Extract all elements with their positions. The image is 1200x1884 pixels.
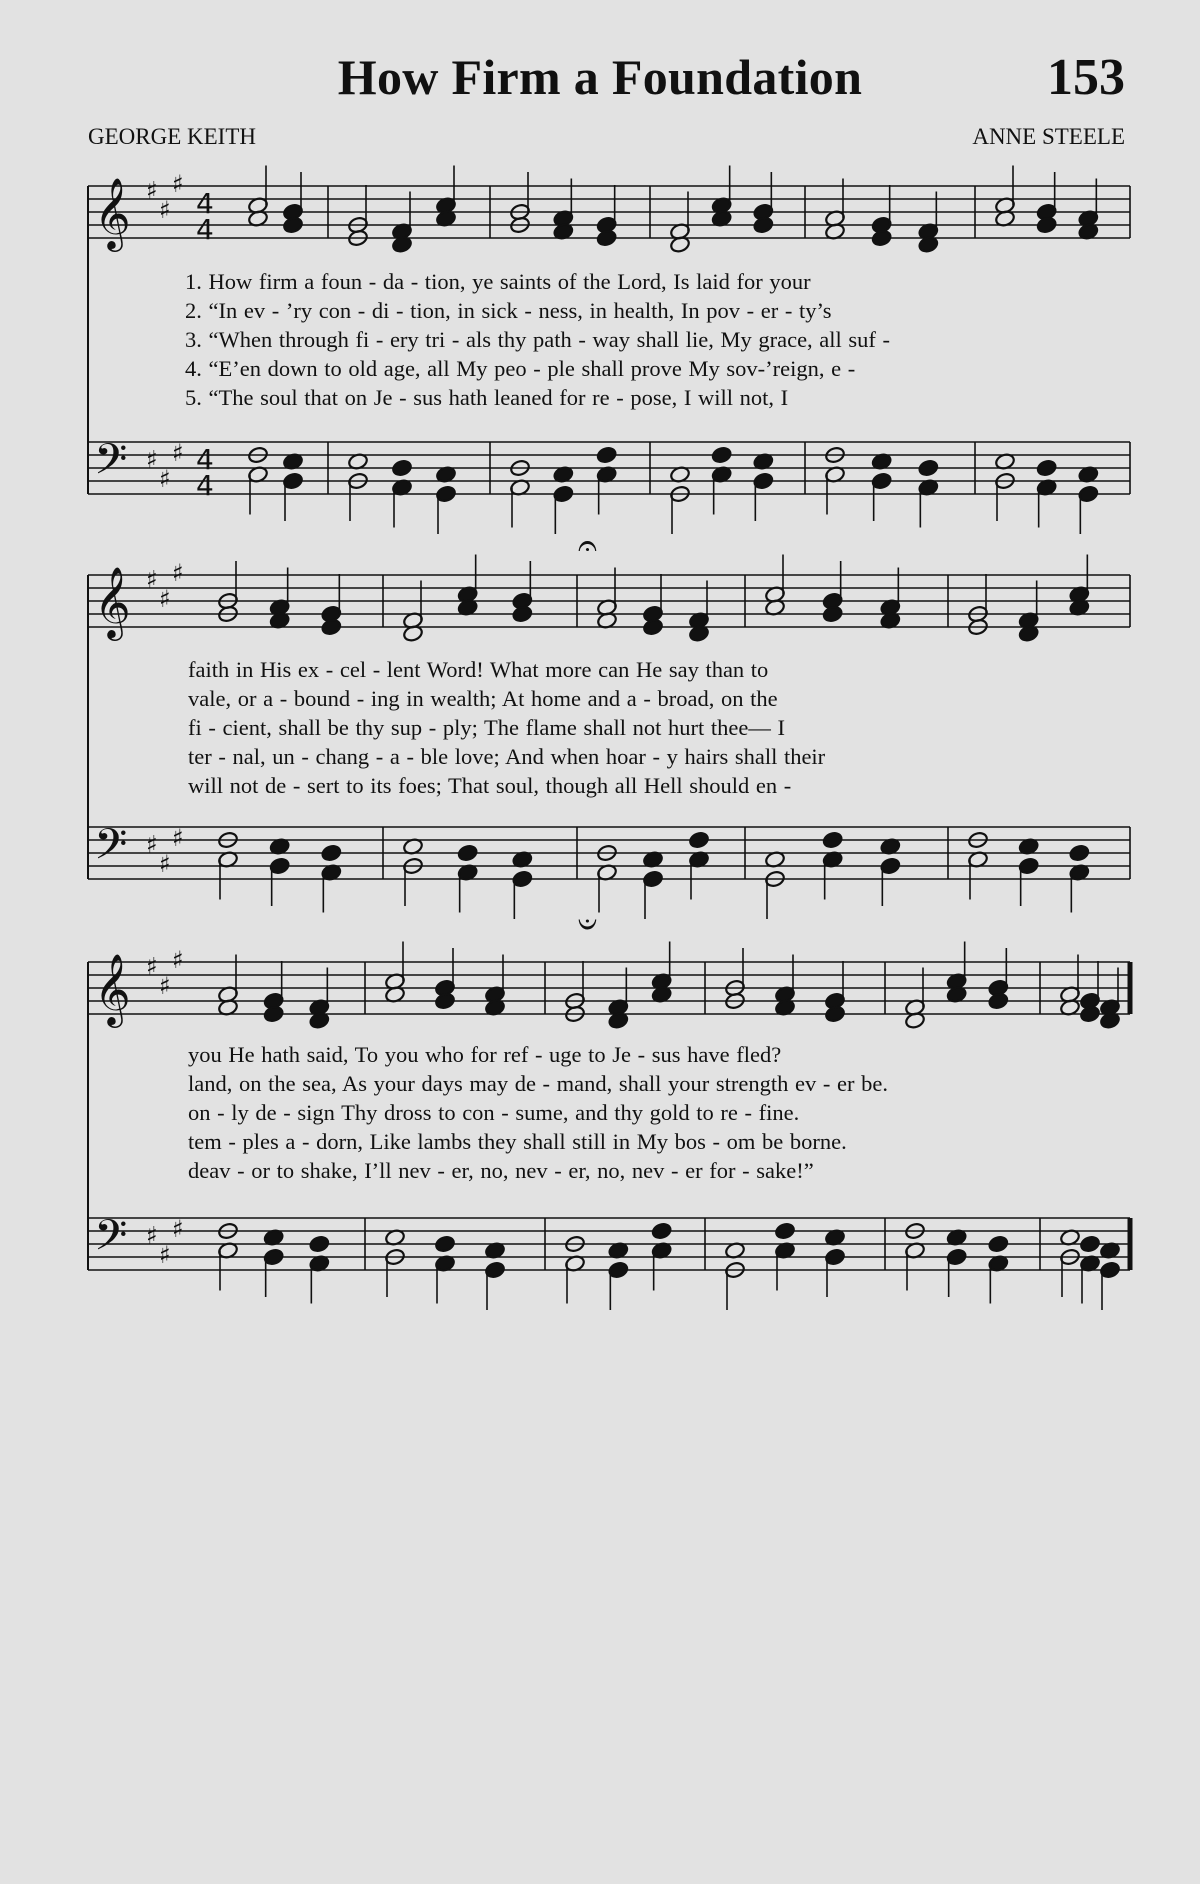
notehead: [651, 1222, 672, 1240]
time-signature-denominator: 4: [196, 469, 214, 502]
notehead: [391, 459, 412, 477]
notehead: [824, 1005, 845, 1023]
system-1-lyrics: [185, 267, 1125, 412]
sharp-icon: ♯: [172, 824, 184, 852]
notehead: [753, 216, 774, 234]
sharp-icon: ♯: [172, 559, 184, 587]
sharp-icon: ♯: [146, 1221, 158, 1250]
notehead: [321, 844, 342, 862]
notehead: [688, 831, 709, 849]
notehead: [1036, 216, 1057, 234]
notehead: [282, 216, 303, 234]
notehead: [263, 1005, 284, 1023]
lyric-verse-2: 2. “In ev - ’ry con - di - tion, in sick - ness, in health, In pov - er - ty’s: [185, 298, 832, 323]
sharp-icon: ♯: [159, 1241, 171, 1269]
lyric-verse-2: land, on the sea, As your days may de - mand, shall your strength ev - er be.: [188, 1071, 888, 1096]
notehead: [871, 229, 892, 247]
sharp-icon: ♯: [146, 830, 158, 859]
notehead: [457, 844, 478, 862]
notehead: [774, 1222, 795, 1240]
lyric-verse-1: you He hath said, To you who for ref - uge to Je - sus have fled?: [188, 1042, 782, 1067]
bass-clef-icon: 𝄢: [94, 820, 128, 880]
notehead: [434, 992, 455, 1010]
notehead: [988, 1235, 1009, 1253]
sharp-icon: ♯: [159, 972, 171, 1000]
system-3-lyrics: [188, 1040, 1128, 1185]
notehead: [711, 446, 732, 464]
composer-credit: GEORGE KEITH: [88, 124, 256, 149]
hymn-title: How Firm a Foundation: [337, 49, 863, 105]
lyric-verse-1: faith in His ex - cel - lent Word! What more can He say than to: [188, 657, 769, 682]
notehead: [1079, 1005, 1100, 1023]
lyric-verse-3: 3. “When through fi - ery tri - als thy path - way shall lie, My grace, all suf -: [185, 327, 891, 352]
lyric-verse-4: 4. “E’en down to old age, all My peo - ple shall prove My sov-’reign, e -: [185, 356, 856, 381]
notehead: [321, 618, 342, 636]
sharp-icon: ♯: [172, 439, 184, 467]
sharp-icon: ♯: [146, 176, 158, 205]
sharp-icon: ♯: [146, 565, 158, 594]
sharp-icon: ♯: [159, 196, 171, 224]
sharp-icon: ♯: [146, 445, 158, 474]
time-signature-numerator: 4: [196, 443, 214, 476]
sharp-icon: ♯: [172, 946, 184, 974]
lyric-verse-1: 1. How firm a foun - da - tion, ye saints of the Lord, Is laid for your: [185, 269, 811, 294]
notehead: [309, 1235, 330, 1253]
notehead: [988, 992, 1009, 1010]
fermata-icon: 𝄐: [578, 526, 597, 566]
notehead: [822, 605, 843, 623]
system-2-lyrics: [188, 655, 1128, 800]
sharp-icon: ♯: [159, 465, 171, 493]
time-signature-denominator: 4: [196, 213, 214, 246]
lyric-verse-3: on - ly de - sign Thy dross to con - sume, and thy gold to re - fine.: [188, 1100, 800, 1125]
treble-clef-icon: 𝄞: [94, 176, 131, 249]
lyric-verse-4: ter - nal, un - chang - a - ble love; And when hoar - y hairs shall their: [188, 744, 826, 769]
fermata-icon: 𝄑: [578, 904, 597, 944]
lyric-verse-5: deav - or to shake, I’ll nev - er, no, nev - er, no, nev - er for - sake!”: [188, 1158, 814, 1183]
notehead: [822, 831, 843, 849]
notehead: [1036, 459, 1057, 477]
notehead: [434, 1235, 455, 1253]
treble-clef-icon: 𝄞: [94, 565, 131, 638]
lyric-verse-5: 5. “The soul that on Je - sus hath leaned for re - pose, I will not, I: [185, 385, 789, 410]
notehead: [596, 446, 617, 464]
sharp-icon: ♯: [172, 170, 184, 198]
lyric-verse-4: tem - ples a - dorn, Like lambs they shall still in My bos - om be borne.: [188, 1129, 847, 1154]
lyric-verse-3: fi - cient, shall be thy sup - ply; The flame shall not hurt thee— I: [188, 715, 785, 740]
notehead: [1079, 1235, 1100, 1253]
notehead: [1069, 844, 1090, 862]
lyric-verse-5: will not de - sert to its foes; That soul, though all Hell should en -: [188, 773, 792, 798]
bass-clef-icon: 𝄢: [94, 435, 128, 495]
lyric-verse-2: vale, or a - bound - ing in wealth; At home and a - broad, on the: [188, 686, 778, 711]
sharp-icon: ♯: [159, 850, 171, 878]
treble-clef-icon: 𝄞: [94, 952, 131, 1025]
sharp-icon: ♯: [146, 952, 158, 981]
time-signature-numerator: 4: [196, 187, 214, 220]
sharp-icon: ♯: [159, 585, 171, 613]
author-credit: ANNE STEELE: [972, 124, 1125, 149]
notehead: [918, 459, 939, 477]
hymn-number: 153: [1047, 49, 1125, 106]
bass-clef-icon: 𝄢: [94, 1211, 128, 1271]
sharp-icon: ♯: [172, 1215, 184, 1243]
notehead: [642, 618, 663, 636]
notehead: [512, 605, 533, 623]
notehead: [596, 229, 617, 247]
